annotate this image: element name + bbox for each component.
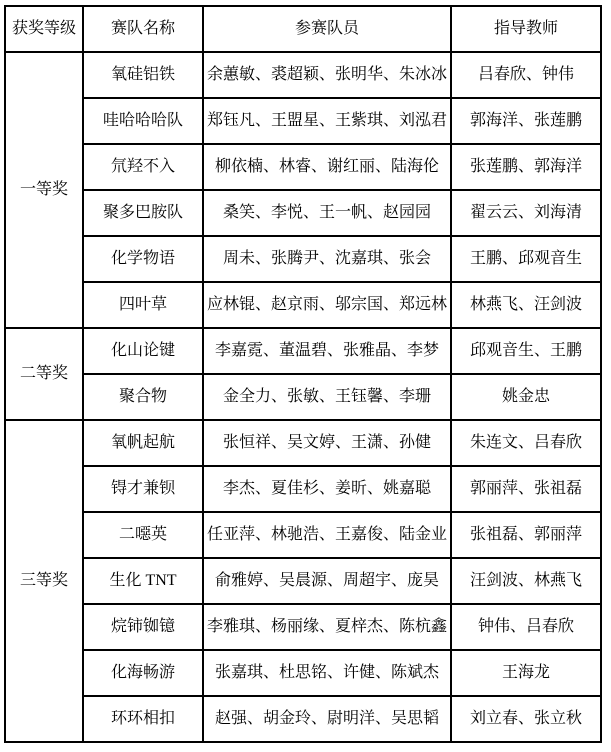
team-members-cell: 李嘉霓、董温碧、张雅晶、李梦 xyxy=(203,328,451,374)
header-team-name: 赛队名称 xyxy=(83,6,203,52)
advisors-cell: 邱观音生、王鹏 xyxy=(451,328,601,374)
team-name-cell: 锝才兼钡 xyxy=(83,466,203,512)
team-members-cell: 桑笑、李悦、王一帆、赵园园 xyxy=(203,190,451,236)
table-row xyxy=(5,282,601,328)
team-members-cell: 赵强、胡金玲、尉明洋、吴思韬 xyxy=(203,696,451,742)
table-row xyxy=(5,98,601,144)
advisors-cell: 姚金忠 xyxy=(451,374,601,420)
team-name-cell: 氧硅铝铁 xyxy=(83,52,203,98)
award-level-cell: 一等奖 xyxy=(5,52,83,328)
team-name-cell: 聚合物 xyxy=(83,374,203,420)
team-members-cell: 张嘉琪、杜思铭、许健、陈斌杰 xyxy=(203,650,451,696)
advisors-cell: 钟伟、吕春欣 xyxy=(451,604,601,650)
team-name-cell: 化学物语 xyxy=(83,236,203,282)
award-results-table xyxy=(4,5,602,743)
table-row xyxy=(5,144,601,190)
table-row xyxy=(5,52,601,98)
team-members-cell: 余蕙敏、裘超颖、张明华、朱冰冰 xyxy=(203,52,451,98)
team-name-cell: 聚多巴胺队 xyxy=(83,190,203,236)
table-row xyxy=(5,236,601,282)
award-level-cell: 三等奖 xyxy=(5,420,83,742)
team-members-cell: 柳依楠、林睿、谢红丽、陆海伦 xyxy=(203,144,451,190)
team-name-cell: 环环相扣 xyxy=(83,696,203,742)
advisors-cell: 林燕飞、汪剑波 xyxy=(451,282,601,328)
table-row xyxy=(5,328,601,374)
advisors-cell: 郭海洋、张莲鹏 xyxy=(451,98,601,144)
table-row xyxy=(5,512,601,558)
table-row xyxy=(5,190,601,236)
advisors-cell: 张莲鹏、郭海洋 xyxy=(451,144,601,190)
header-award-level: 获奖等级 xyxy=(5,6,83,52)
table-row xyxy=(5,466,601,512)
team-members-cell: 张恒祥、吴文婷、王潇、孙健 xyxy=(203,420,451,466)
team-members-cell: 应林锟、赵京雨、邬宗国、郑远林 xyxy=(203,282,451,328)
team-members-cell: 俞雅婷、吴晨源、周超宇、庞昊 xyxy=(203,558,451,604)
advisors-cell: 汪剑波、林燕飞 xyxy=(451,558,601,604)
table-row xyxy=(5,374,601,420)
table-row xyxy=(5,420,601,466)
team-members-cell: 周未、张腾尹、沈嘉琪、张会 xyxy=(203,236,451,282)
advisors-cell: 吕春欣、钟伟 xyxy=(451,52,601,98)
advisors-cell: 张祖磊、郭丽萍 xyxy=(451,512,601,558)
team-name-cell: 四叶草 xyxy=(83,282,203,328)
team-members-cell: 李杰、夏佳杉、姜昕、姚嘉聪 xyxy=(203,466,451,512)
advisors-cell: 朱连文、吕春欣 xyxy=(451,420,601,466)
team-name-cell: 化海畅游 xyxy=(83,650,203,696)
header-team-members: 参赛队员 xyxy=(203,6,451,52)
advisors-cell: 翟云云、刘海清 xyxy=(451,190,601,236)
header-advisors: 指导教师 xyxy=(451,6,601,52)
team-name-cell: 生化 TNT xyxy=(83,558,203,604)
table-body xyxy=(5,52,601,742)
award-level-cell: 二等奖 xyxy=(5,328,83,420)
advisors-cell: 郭丽萍、张祖磊 xyxy=(451,466,601,512)
team-members-cell: 郑钰凡、王盟星、王紫琪、刘泓君 xyxy=(203,98,451,144)
team-members-cell: 任亚萍、林驰浩、王嘉俊、陆金业 xyxy=(203,512,451,558)
header-row xyxy=(5,6,601,52)
team-members-cell: 金全力、张敏、王钰馨、李珊 xyxy=(203,374,451,420)
team-name-cell: 氧帆起航 xyxy=(83,420,203,466)
team-members-cell: 李雅琪、杨丽缘、夏梓杰、陈杭鑫 xyxy=(203,604,451,650)
team-name-cell: 化山论键 xyxy=(83,328,203,374)
advisors-cell: 刘立春、张立秋 xyxy=(451,696,601,742)
team-name-cell: 烷铈铷镱 xyxy=(83,604,203,650)
table-row xyxy=(5,604,601,650)
table-row xyxy=(5,650,601,696)
team-name-cell: 二噁英 xyxy=(83,512,203,558)
advisors-cell: 王鹏、邱观音生 xyxy=(451,236,601,282)
advisors-cell: 王海龙 xyxy=(451,650,601,696)
table-row xyxy=(5,696,601,742)
team-name-cell: 哇哈哈哈队 xyxy=(83,98,203,144)
table-row xyxy=(5,558,601,604)
team-name-cell: 氘羟不入 xyxy=(83,144,203,190)
